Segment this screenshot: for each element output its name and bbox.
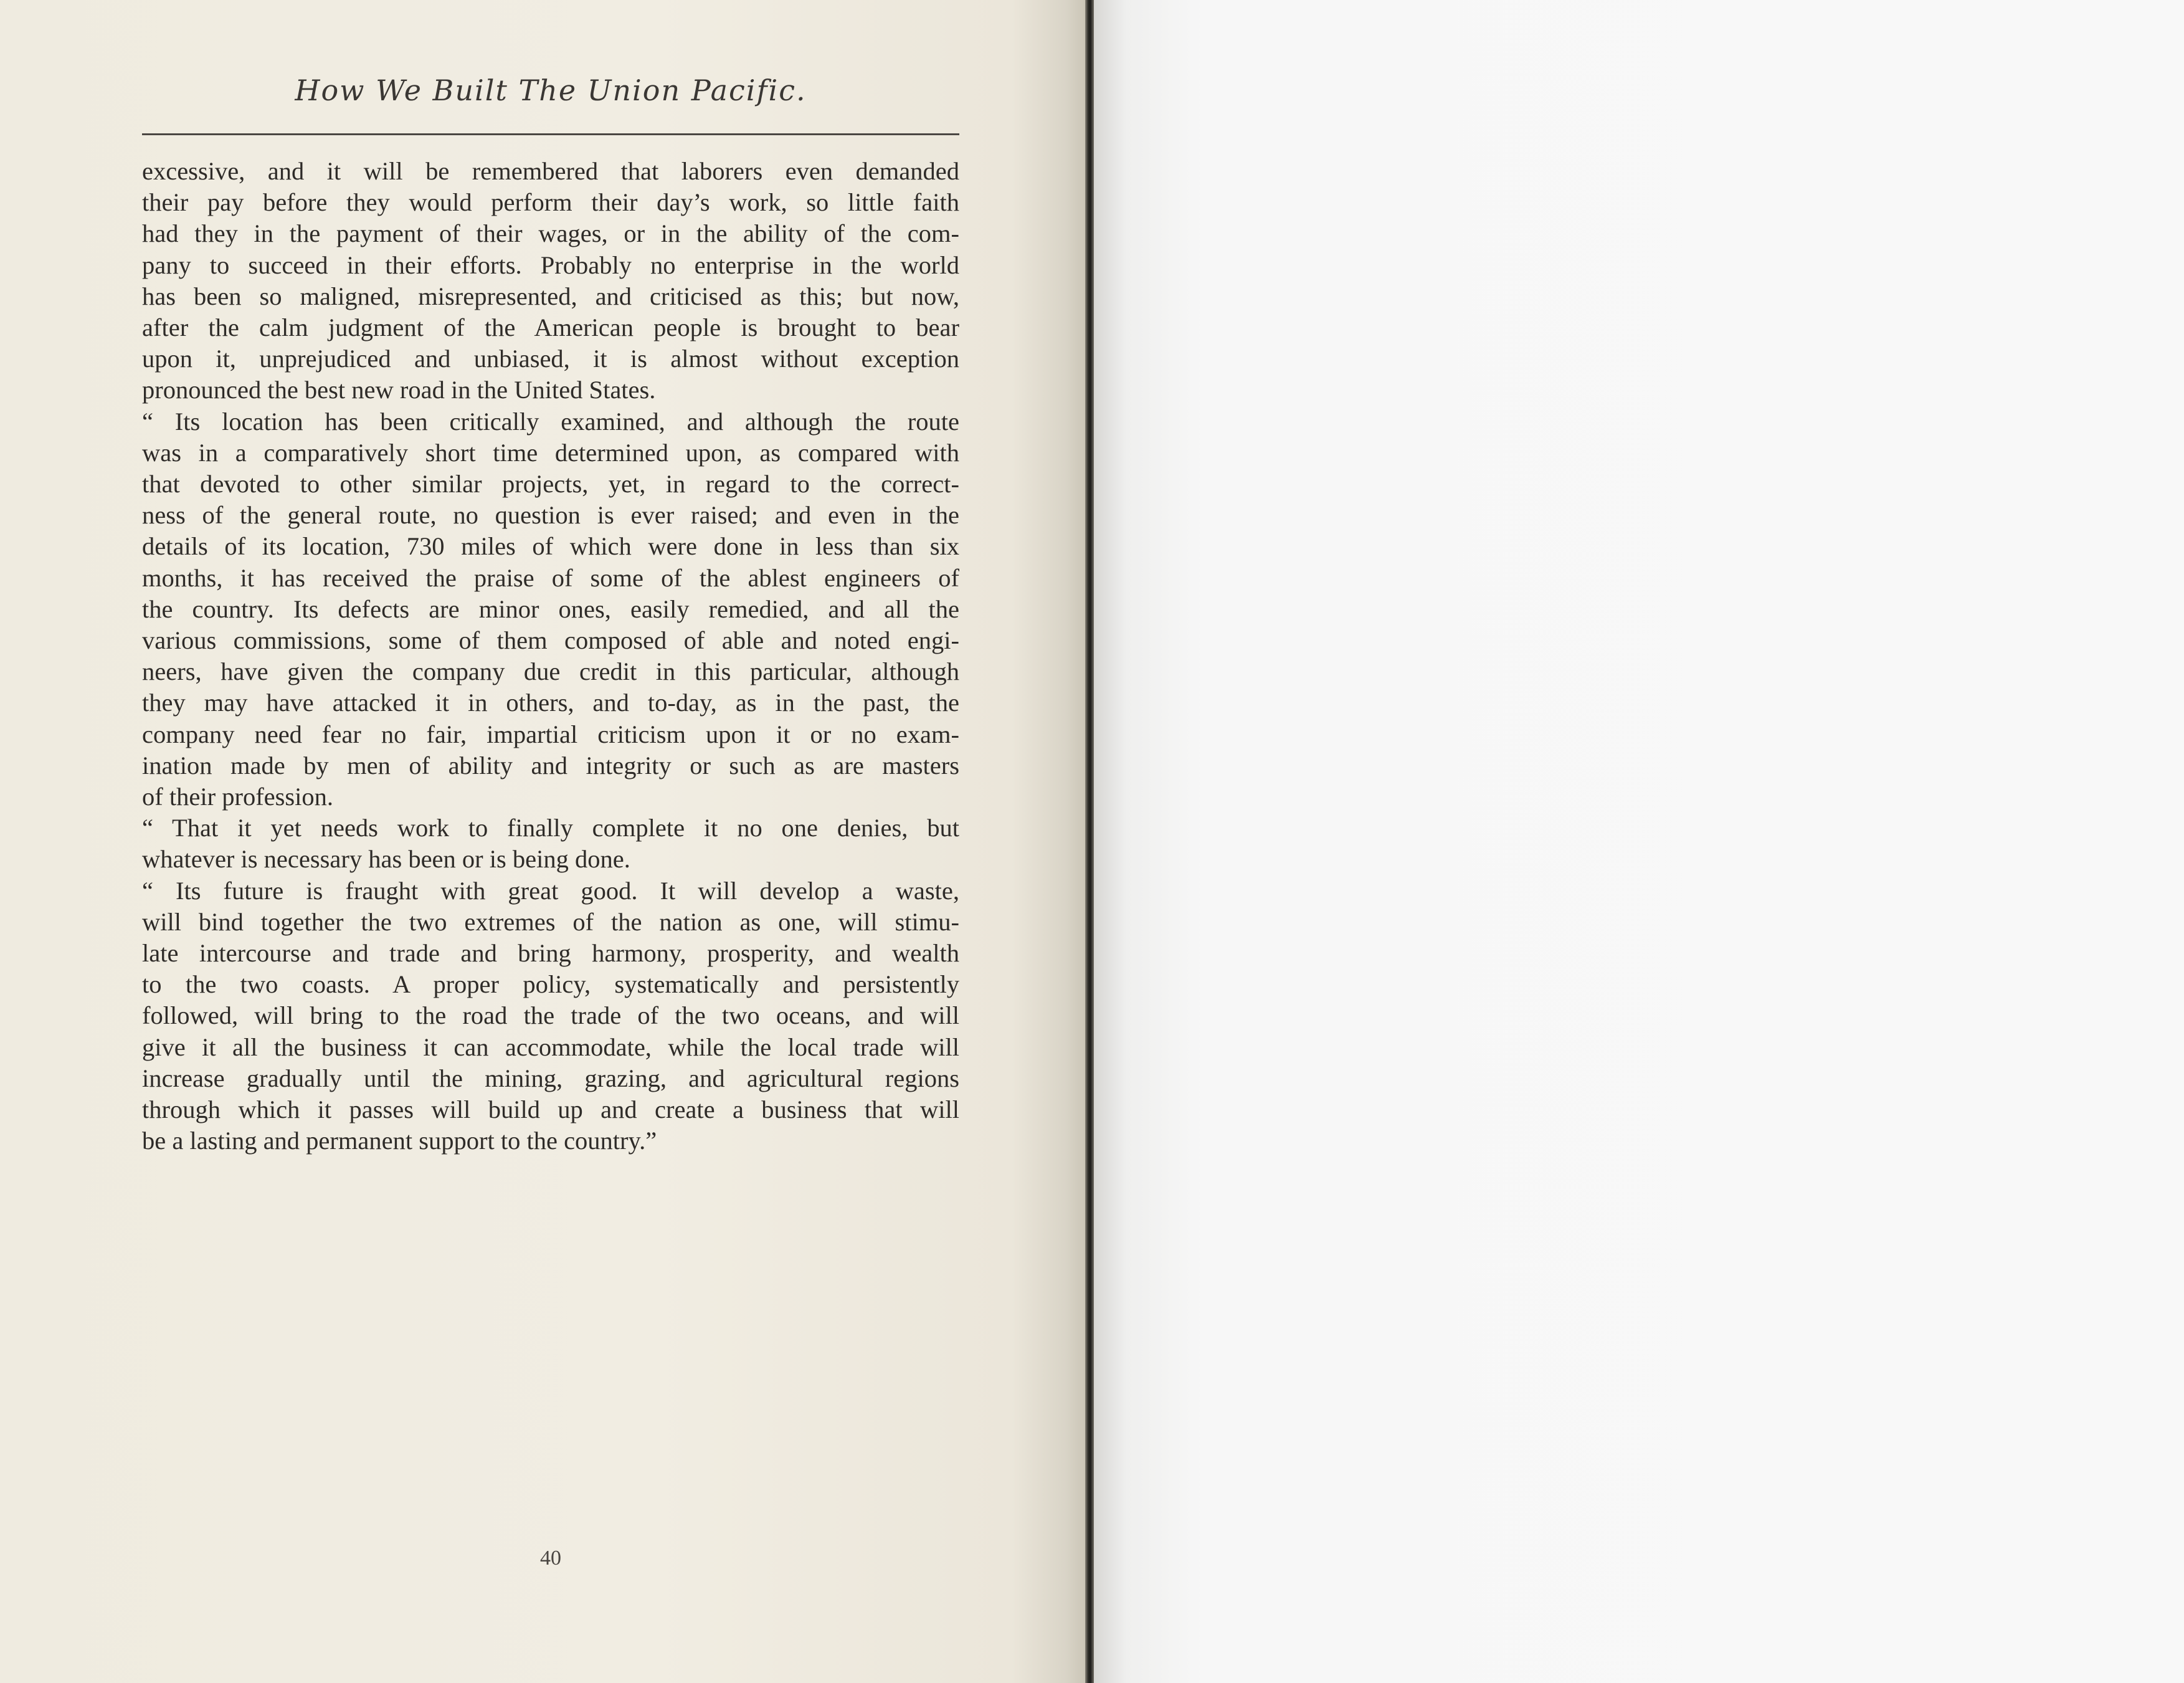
text-line: the country. Its defects are minor ones, easily remedied, and all the bbox=[142, 594, 959, 623]
left-page bbox=[0, 0, 1088, 1683]
text-line: various commissions, some of them composed of able and noted engi- bbox=[142, 626, 959, 655]
text-line: to the two coasts. A proper policy, systematically and persistently bbox=[142, 970, 959, 999]
text-line: that devoted to other similar projects, yet, in regard to the correct- bbox=[142, 470, 959, 498]
text-line: through which it passes will build up and create a business that will bbox=[142, 1095, 959, 1124]
page-number: 40 bbox=[540, 1547, 561, 1570]
text-line: “ Its future is fraught with great good. It will develop a waste, bbox=[142, 876, 959, 905]
text-line: pronounced the best new road in the United States. bbox=[142, 376, 656, 404]
text-line: of their profession. bbox=[142, 783, 334, 811]
text-line: ination made by men of ability and integrity or such as are masters bbox=[142, 751, 959, 780]
text-line: their pay before they would perform their day’s work, so little faith bbox=[142, 188, 959, 217]
body-text bbox=[142, 156, 959, 1157]
text-line: company need fear no fair, impartial criticism upon it or no exam- bbox=[142, 720, 959, 748]
running-head: How We Built The Union Pacific. bbox=[295, 74, 807, 107]
text-line: neers, have given the company due credit in this particular, although bbox=[142, 657, 959, 686]
text-line: was in a comparatively short time determined upon, as compared with bbox=[142, 438, 959, 467]
text-line: will bind together the two extremes of the nation as one, will stimu- bbox=[142, 907, 959, 936]
text-line: “ That it yet needs work to finally complete it no one denies, but bbox=[142, 814, 959, 842]
text-line: ness of the general route, no question is ever raised; and even in the bbox=[142, 501, 959, 530]
text-line: followed, will bring to the road the trade of the two oceans, and will bbox=[142, 1001, 959, 1030]
text-line: details of its location, 730 miles of which were done in less than six bbox=[142, 532, 959, 561]
text-line: they may have attacked it in others, and to-day, as in the past, the bbox=[142, 689, 959, 717]
header-rule bbox=[142, 133, 959, 135]
book-gutter bbox=[1085, 0, 1094, 1683]
text-line: increase gradually until the mining, grazing, and agricultural regions bbox=[142, 1064, 959, 1092]
text-line: late intercourse and trade and bring harmony, prosperity, and wealth bbox=[142, 939, 959, 968]
text-line: pany to succeed in their efforts. Probably no enterprise in the world bbox=[142, 250, 959, 279]
text-line: be a lasting and permanent support to the country.” bbox=[142, 1127, 657, 1155]
text-line: excessive, and it will be remembered that laborers even demanded bbox=[142, 157, 959, 185]
text-line: whatever is necessary has been or is being done. bbox=[142, 845, 630, 874]
text-line: upon it, unprejudiced and unbiased, it is almost without exception bbox=[142, 345, 959, 373]
text-line: “ Its location has been critically examined, and although the route bbox=[142, 407, 959, 436]
text-line: after the calm judgment of the American people is brought to bear bbox=[142, 313, 959, 342]
text-line: give it all the business it can accommodate, while the local trade will bbox=[142, 1032, 959, 1061]
text-line: had they in the payment of their wages, or in the ability of the com- bbox=[142, 219, 959, 248]
right-page-blank bbox=[1094, 0, 2184, 1683]
text-line: has been so maligned, misrepresented, and criticised as this; but now, bbox=[142, 282, 959, 310]
text-line: months, it has received the praise of some of the ablest engineers of bbox=[142, 563, 959, 592]
